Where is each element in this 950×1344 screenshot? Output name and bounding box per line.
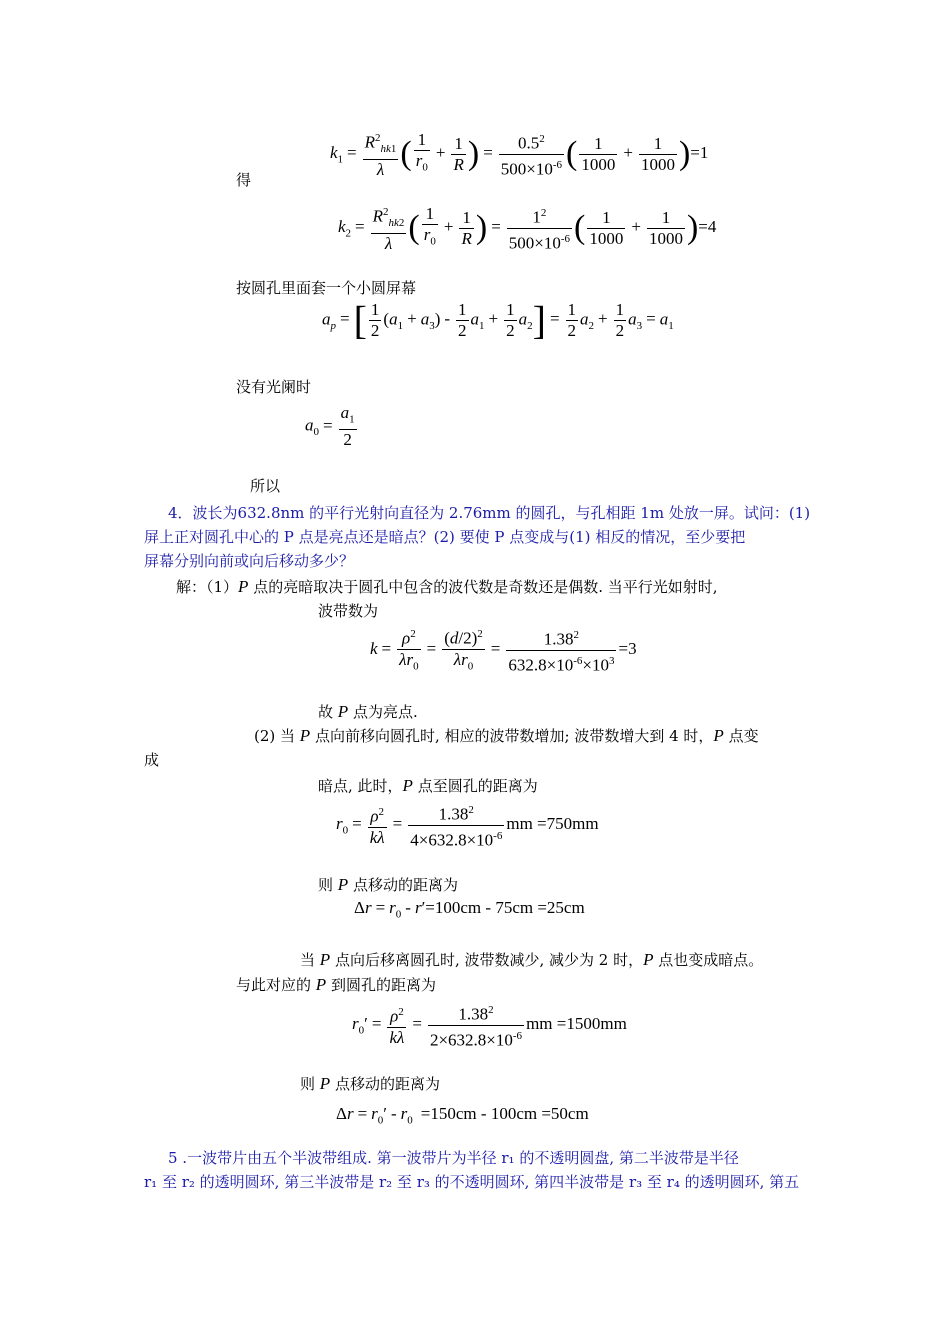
den-1000: 1000 (648, 228, 683, 248)
num-138: 1.38 (458, 1004, 489, 1024)
solution-line6 (318, 776, 538, 796)
sol-text: 解：（1） (176, 578, 239, 596)
exp: -6 (552, 158, 563, 171)
den-1000: 1000 (589, 228, 624, 248)
sol-text: 则 (318, 876, 338, 894)
solution-line1 (176, 577, 718, 597)
result: mm =1500mm (526, 1014, 627, 1034)
point-p: P (402, 776, 413, 795)
result: mm =750mm (506, 814, 599, 834)
problem5-line2: r₁ 至 r₂ 的透明圆环, 第三半波带是 r₂ 至 r₃ 的不透明圆环, 第四半波带是 r₃ 至 r₄ 的透明圆环, 第五 (144, 1173, 800, 1191)
sol-text: 暗点, 此时， (318, 777, 403, 795)
point-p: P (337, 702, 349, 721)
point-p: P (337, 875, 349, 894)
sol-text: 点至圆孔的距离为 (412, 777, 538, 795)
eq-a0: $a_0$ = $\frac{a_1}{2}$ (305, 403, 355, 450)
problem5-line1: 5 .一波带片由五个半波带组成. 第一波带片为半径 r₁ 的不透明圆盘, 第二半波带是半径 (168, 1149, 739, 1167)
solution-line9 (236, 975, 436, 995)
label-de: 得 (236, 171, 252, 189)
eq-dr2: $\Delta r = r_0' - r_0 =150cm - 100cm =50cm$ (336, 1104, 589, 1127)
label-so: 所以 (250, 477, 281, 495)
point-p: P (238, 577, 249, 596)
label-inner-screen: 按圆孔里面套一个小圆屏幕 (236, 279, 417, 297)
exp: 3 (608, 654, 615, 667)
sol-text: 故 (318, 703, 338, 721)
solution-line8 (300, 950, 763, 970)
eq-ap: $a_p$ = [ $\frac{1}{2}$ $(a_1 + a_3)$ - $\frac{1}{2}$ $a_1$ + $\frac{1}{2}$ $a_2$] = $\frac{1}{2}$ $a_2$ + $\frac{1}{2}$ $a_3 = a_1$ (322, 297, 674, 343)
sol-text: 与此对应的 (236, 976, 316, 994)
eq-k2: $k_2$ = $\frac{R^2_{hk2}}{\lambda}$ ( $\frac{1}{r_0}$ + $\frac{1}{R}$ ) = $\frac{1^2}{500\times 10^{-6}}$ ( $\frac{1}{1000}$ + $\frac{1}{1000}$ )=4 (338, 202, 716, 254)
solution-line10 (300, 1074, 440, 1094)
point-p: P (299, 726, 311, 745)
point-p: P (643, 950, 654, 969)
eq-r0: $r_0$ = $\frac{\rho^2}{k\lambda}$ = $\frac{1.38^2}{4\times 632.8\times 10^{-6}}$ mm =750mm (336, 800, 599, 850)
exp: -6 (512, 1029, 523, 1042)
solution-line7 (318, 875, 458, 895)
den-1000: 1000 (581, 154, 616, 174)
eq-r0-prime: $r_0'$ = $\frac{\rho^2}{k\lambda}$ = $\frac{1.38^2}{2\times 632.8\times 10^{-6}}$ mm =1500mm (352, 1000, 627, 1050)
sol-text: 点向前移向圆孔时, 相应的波带数增加; 波带数增大到 4 时， (310, 727, 714, 745)
sol-text: 点移动的距离为 (348, 876, 458, 894)
den-6328: 632.8×10 (508, 655, 574, 675)
k1-radius: 0.5 (518, 133, 540, 153)
k2-radius: 1 (532, 207, 541, 227)
solution-line2: 波带数为 (318, 602, 379, 620)
label-no-stop: 没有光阑时 (236, 378, 312, 396)
result: =150cm - 100cm =50cm (420, 1104, 589, 1123)
sol-text: 点也变成暗点。 (653, 951, 764, 969)
solution-line3 (318, 702, 418, 722)
sol-text: 点的亮暗取决于圆孔中包含的波代数是奇数还是偶数. 当平行光如射时, (248, 578, 718, 596)
exp: -6 (573, 654, 583, 667)
exp: -6 (493, 829, 503, 842)
sol-text: (2) 当 (254, 727, 300, 745)
sol-text: 点向后移离圆孔时, 波带数减少, 减少为 2 时， (330, 951, 644, 969)
point-p: P (713, 726, 724, 745)
sol-text: 当 (300, 951, 320, 969)
den-500: 500×10 (500, 159, 553, 179)
eq-k1: $k_1$ = $\frac{R^2_{hk1}}{\lambda}$ ( $\frac{1}{r_0}$ + $\frac{1}{R}$ ) = $\frac{0.5^2}{500\times 10^{-6}}$ ( $\frac{1}{1000}$ + $\frac{1}{1000}$ )=1 (330, 128, 708, 180)
num-138: 1.38 (543, 629, 574, 649)
sol-text: 则 (300, 1075, 320, 1093)
result: =3 (618, 638, 637, 658)
den-2x: 2×632.8×10 (429, 1030, 513, 1050)
problem4-line1: 4．波长为632.8nm 的平行光射向直径为 2.76mm 的圆孔，与孔相距 1m 处放一屏。试问：(1) (168, 504, 811, 522)
sol-text: 点为亮点. (348, 703, 418, 721)
solution-line5: 成 (144, 751, 160, 769)
sol-text: 点移动的距离为 (330, 1075, 440, 1093)
result: =1 (690, 142, 709, 162)
den-4x: 4×632.8×10 (410, 830, 494, 850)
problem4-line3: 屏幕分别向前或向后移动多少？ (144, 552, 355, 570)
den-500: 500×10 (508, 233, 561, 253)
eq-k: k = $\frac{\rho^2}{\lambda r_0}$ = $\frac{(d/2)^2}{\lambda r_0}$ = $\frac{1.38^2}{632.8\times 10^{-6}\times 10^3}$ =3 (370, 624, 637, 676)
num-138: 1.38 (438, 804, 469, 824)
solution-line4 (254, 726, 759, 746)
problem4-line2: 屏上正对圆孔中心的 P 点是亮点还是暗点？(2) 要使 P 点变成与(1) 相反的情况，至少要把 (144, 528, 746, 546)
point-p: P (319, 950, 331, 969)
sol-text: 点变 (723, 727, 759, 745)
result: =4 (698, 216, 717, 236)
result: =100cm - 75cm =25cm (425, 898, 585, 917)
eq-dr1: $\Delta r = r_0 - r'=100cm - 75cm =25cm$ (354, 898, 585, 921)
sol-text: 到圆孔的距离为 (326, 976, 436, 994)
exp: -6 (560, 232, 571, 245)
den-1000: 1000 (640, 154, 675, 174)
point-p: P (319, 1074, 331, 1093)
point-p: P (315, 975, 327, 994)
den-times10: ×10 (582, 655, 609, 675)
